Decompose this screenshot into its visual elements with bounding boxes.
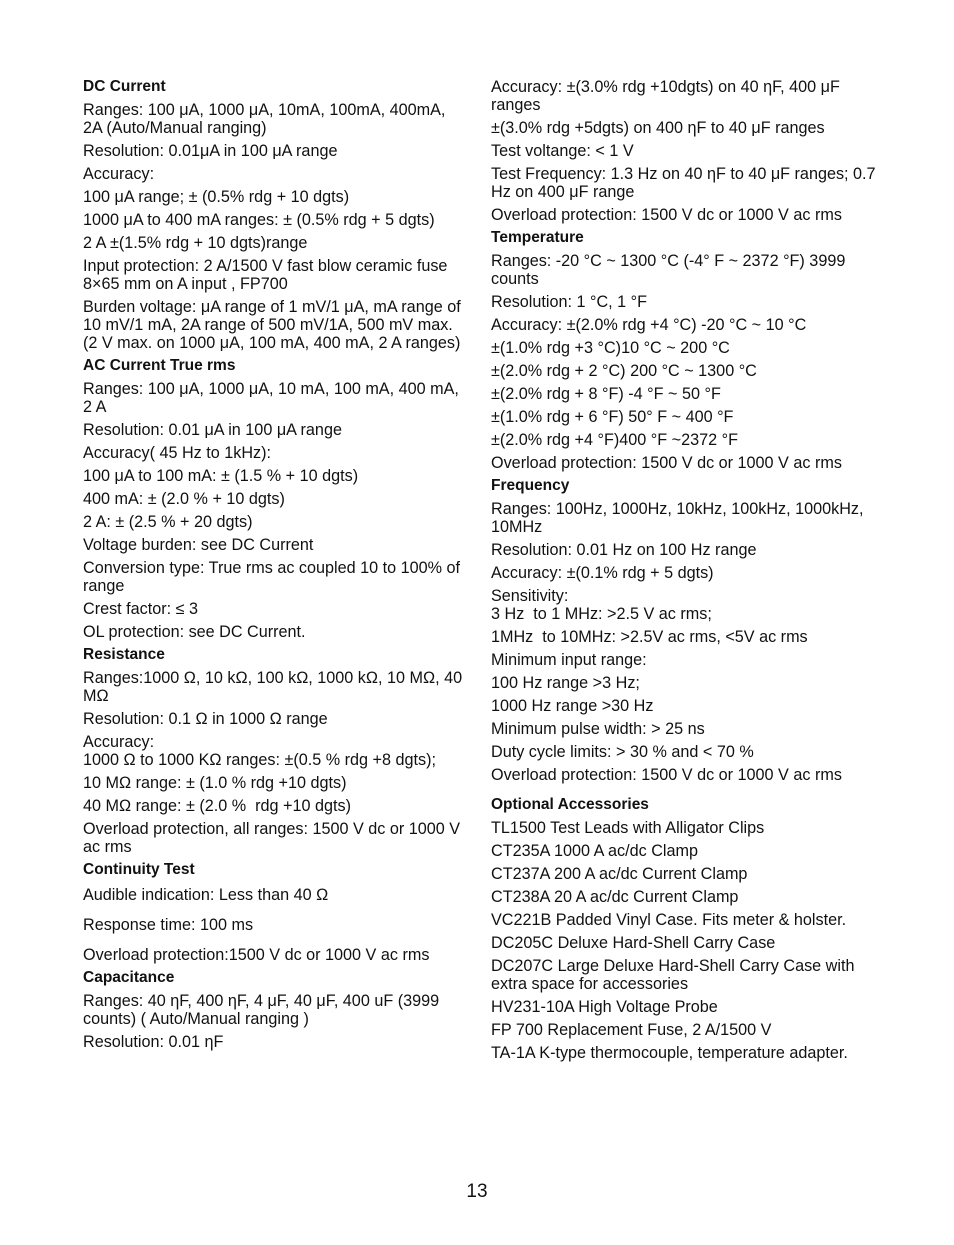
resistance-line: Ranges:1000 Ω, 10 kΩ, 100 kΩ, 1000 kΩ, 10 MΩ, 40 MΩ	[83, 669, 467, 705]
ac-current-line: Crest factor: ≤ 3	[83, 600, 199, 618]
ac-current-heading: AC Current True rms	[83, 357, 236, 374]
capacitance-line: Resolution: 0.01 ηF	[83, 1033, 224, 1051]
accessory-item: CT235A 1000 A ac/dc Clamp	[491, 842, 698, 860]
resistance-line: Accuracy: 1000 Ω to 1000 KΩ ranges: ±(0.5 % rdg +8 dgts);	[83, 733, 436, 769]
accessory-item: DC205C Deluxe Hard-Shell Carry Case	[491, 934, 776, 952]
frequency-line: 1MHz to 10MHz: >2.5V ac rms, <5V ac rms	[491, 628, 808, 646]
dc-current-line: Input protection: 2 A/1500 V fast blow ceramic fuse 8×65 mm on A input , FP700	[83, 257, 452, 293]
frequency-line: 100 Hz range >3 Hz;	[491, 674, 640, 692]
dc-current-line: 1000 μA to 400 mA ranges: ± (0.5% rdg + 5 dgts)	[83, 211, 435, 229]
resistance-line: Resolution: 0.1 Ω in 1000 Ω range	[83, 710, 328, 728]
continuity-line: Response time: 100 ms	[83, 916, 254, 934]
frequency-line: Ranges: 100Hz, 1000Hz, 10kHz, 100kHz, 1000kHz, 10MHz	[491, 500, 869, 536]
accessory-item: TA-1A K-type thermocouple, temperature adapter.	[491, 1044, 848, 1062]
capacitance-line: Test Frequency: 1.3 Hz on 40 ηF to 40 μF ranges; 0.7 Hz on 400 μF range	[491, 165, 881, 201]
ac-current-line: Conversion type: True rms ac coupled 10 to 100% of range	[83, 559, 465, 595]
left-column	[83, 78, 468, 1056]
frequency-line: 1000 Hz range >30 Hz	[491, 697, 654, 715]
frequency-line: Resolution: 0.01 Hz on 100 Hz range	[491, 541, 757, 559]
continuity-line: Audible indication: Less than 40 Ω	[83, 886, 329, 904]
capacitance-line: ±(3.0% rdg +5dgts) on 400 ηF to 40 μF ranges	[491, 119, 825, 137]
ac-current-line: Ranges: 100 μA, 1000 μA, 10 mA, 100 mA, 400 mA, 2 A	[83, 380, 464, 416]
dc-current-line: Ranges: 100 μA, 1000 μA, 10mA, 100mA, 400mA, 2A (Auto/Manual ranging)	[83, 101, 450, 137]
dc-current-line: Accuracy:	[83, 165, 155, 183]
capacitance-line: Accuracy: ±(3.0% rdg +10dgts) on 40 ηF, 400 μF ranges	[491, 78, 845, 114]
accessory-item: VC221B Padded Vinyl Case. Fits meter & holster.	[491, 911, 847, 929]
dc-current-heading: DC Current	[83, 78, 166, 95]
ac-current-line: Voltage burden: see DC Current	[83, 536, 314, 554]
dc-current-line: Resolution: 0.01μA in 100 μA range	[83, 142, 338, 160]
ac-current-line: 2 A: ± (2.5 % + 20 dgts)	[83, 513, 253, 531]
continuity-line: Overload protection:1500 V dc or 1000 V ac rms	[83, 946, 430, 964]
temperature-line: ±(2.0% rdg + 8 °F) -4 °F ~ 50 °F	[491, 385, 721, 403]
ac-current-line: 400 mA: ± (2.0 % + 10 dgts)	[83, 490, 285, 508]
accessory-item: HV231-10A High Voltage Probe	[491, 998, 718, 1016]
continuity-heading: Continuity Test	[83, 861, 195, 878]
temperature-line: Accuracy: ±(2.0% rdg +4 °C) -20 °C ~ 10 °C	[491, 316, 807, 334]
accessory-item: DC207C Large Deluxe Hard-Shell Carry Case with extra space for accessories	[491, 957, 859, 993]
temperature-line: ±(1.0% rdg +3 °C)10 °C ~ 200 °C	[491, 339, 730, 357]
frequency-line: Duty cycle limits: > 30 % and < 70 %	[491, 743, 754, 761]
dc-current-line: Burden voltage: μA range of 1 mV/1 μA, mA range of 10 mV/1 mA, 2A range of 500 mV/1A, 500 mV max. (2 V max. on 1000 μA, 100 mA, 400 mA, 2 A ranges)	[83, 298, 466, 352]
frequency-line: Minimum input range:	[491, 651, 647, 669]
temperature-line: Ranges: -20 °C ~ 1300 °C (-4° F ~ 2372 °F) 3999 counts	[491, 252, 850, 288]
temperature-line: ±(1.0% rdg + 6 °F) 50° F ~ 400 °F	[491, 408, 734, 426]
ac-current-line: Accuracy( 45 Hz to 1kHz):	[83, 444, 272, 462]
temperature-line: ±(2.0% rdg + 2 °C) 200 °C ~ 1300 °C	[491, 362, 757, 380]
capacitance-line: Overload protection: 1500 V dc or 1000 V ac rms	[491, 206, 842, 224]
temperature-heading: Temperature	[491, 229, 584, 246]
frequency-line: Overload protection: 1500 V dc or 1000 V ac rms	[491, 766, 842, 784]
frequency-heading: Frequency	[491, 477, 570, 494]
capacitance-heading: Capacitance	[83, 969, 175, 986]
temperature-line: Overload protection: 1500 V dc or 1000 V ac rms	[491, 454, 842, 472]
temperature-line: Resolution: 1 °C, 1 °F	[491, 293, 648, 311]
frequency-line: Sensitivity: 3 Hz to 1 MHz: >2.5 V ac rms;	[491, 587, 712, 623]
capacitance-line: Ranges: 40 ηF, 400 ηF, 4 μF, 40 μF, 400 uF (3999 counts) ( Auto/Manual ranging )	[83, 992, 444, 1028]
frequency-line: Accuracy: ±(0.1% rdg + 5 dgts)	[491, 564, 714, 582]
resistance-line: 10 MΩ range: ± (1.0 % rdg +10 dgts)	[83, 774, 347, 792]
capacitance-line: Test voltange: < 1 V	[491, 142, 634, 160]
dc-current-line: 100 μA range; ± (0.5% rdg + 10 dgts)	[83, 188, 350, 206]
ac-current-line: OL protection: see DC Current.	[83, 623, 306, 641]
accessory-item: FP 700 Replacement Fuse, 2 A/1500 V	[491, 1021, 772, 1039]
right-column	[491, 78, 891, 1067]
resistance-line: Overload protection, all ranges: 1500 V dc or 1000 V ac rms	[83, 820, 465, 856]
accessory-item: CT237A 200 A ac/dc Current Clamp	[491, 865, 748, 883]
resistance-heading: Resistance	[83, 646, 165, 663]
dc-current-line: 2 A ±(1.5% rdg + 10 dgts)range	[83, 234, 308, 252]
page-number: 13	[466, 1181, 488, 1202]
accessories-heading: Optional Accessories	[491, 796, 649, 813]
accessory-item: CT238A 20 A ac/dc Current Clamp	[491, 888, 739, 906]
resistance-line: 40 MΩ range: ± (2.0 % rdg +10 dgts)	[83, 797, 351, 815]
temperature-line: ±(2.0% rdg +4 °F)400 °F ~2372 °F	[491, 431, 738, 449]
ac-current-line: Resolution: 0.01 μA in 100 μA range	[83, 421, 342, 439]
frequency-line: Minimum pulse width: > 25 ns	[491, 720, 705, 738]
ac-current-line: 100 μA to 100 mA: ± (1.5 % + 10 dgts)	[83, 467, 359, 485]
accessory-item: TL1500 Test Leads with Alligator Clips	[491, 819, 765, 837]
